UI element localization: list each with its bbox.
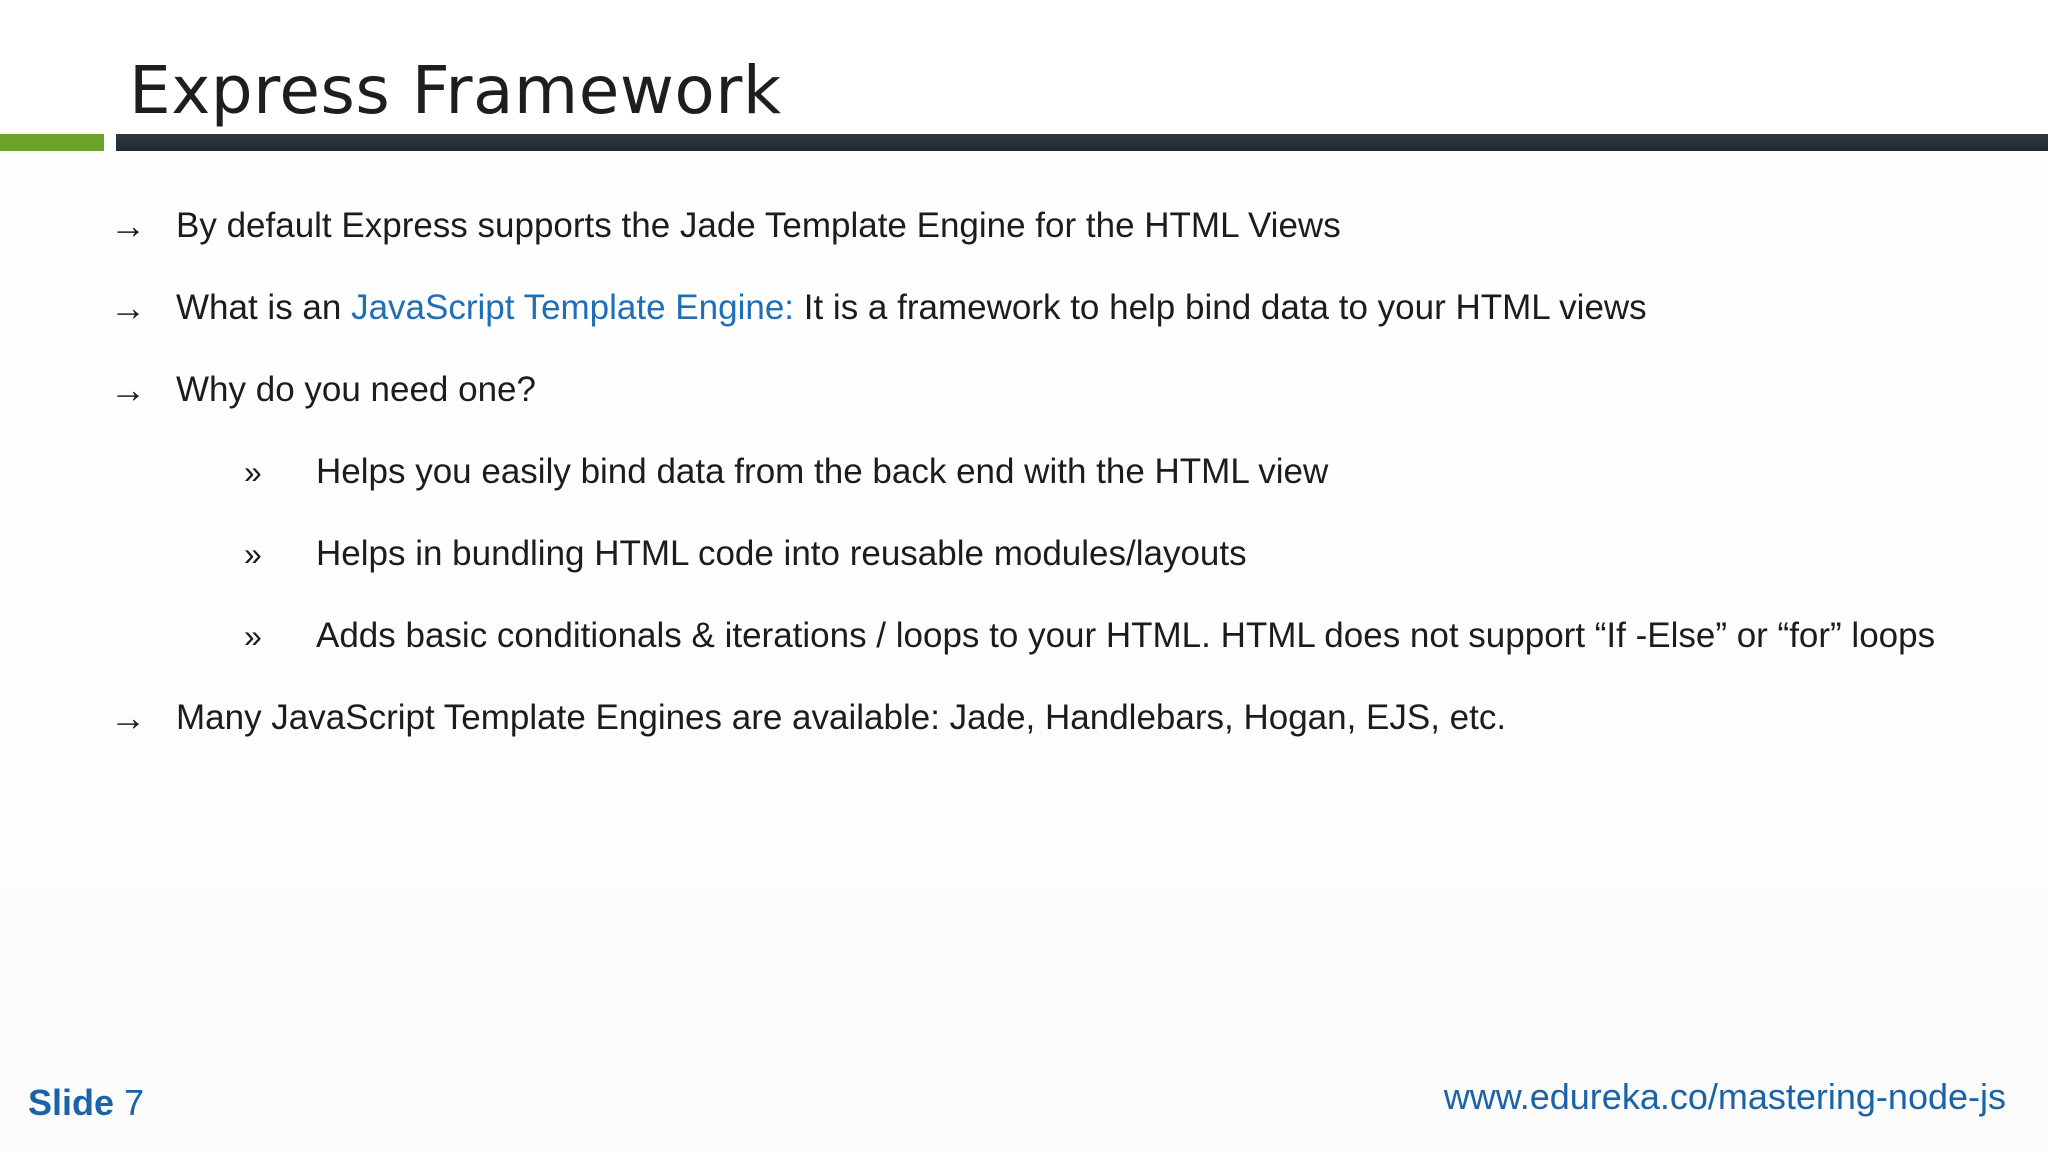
double-chevron-bullet-icon: » [244, 453, 262, 490]
bullet-text-suffix: It is a framework to help bind data to your HTML views [794, 288, 1647, 327]
title-underline-dark [116, 134, 2048, 151]
arrow-bullet-icon: → [110, 697, 146, 738]
sub-bullet-text: Helps in bundling HTML code into reusable modules/layouts [316, 534, 1247, 573]
slide-number [28, 1082, 144, 1124]
sub-bullet-text: Helps you easily bind data from the back end with the HTML view [316, 452, 1329, 491]
slide-title: Express Framework [129, 52, 782, 129]
bullet-text-prefix: What is an [176, 288, 352, 327]
bullet-text: By default Express supports the Jade Template Engine for the HTML Views [176, 206, 1341, 245]
double-chevron-bullet-icon: » [244, 617, 262, 654]
footer-url-link[interactable]: www.edureka.co/mastering-node-js [1443, 1076, 2006, 1117]
slide-label: Slide [28, 1082, 115, 1123]
slide-number-value: 7 [124, 1082, 145, 1123]
arrow-bullet-icon: → [110, 287, 146, 328]
arrow-bullet-icon: → [110, 205, 146, 246]
bullet-text: Why do you need one? [176, 370, 536, 409]
arrow-bullet-icon: → [110, 369, 146, 410]
bullet-text: Many JavaScript Template Engines are available: Jade, Handlebars, Hogan, EJS, etc. [176, 698, 1507, 737]
sub-bullet-text: Adds basic conditionals & iterations / loops to your HTML. HTML does not support “If -Else” or “for” loops [316, 616, 1936, 655]
javascript-template-engine-link[interactable]: JavaScript Template Engine: [351, 288, 795, 327]
double-chevron-bullet-icon: » [244, 535, 262, 572]
bullet-text [176, 288, 1647, 328]
title-underline-green [0, 134, 104, 151]
